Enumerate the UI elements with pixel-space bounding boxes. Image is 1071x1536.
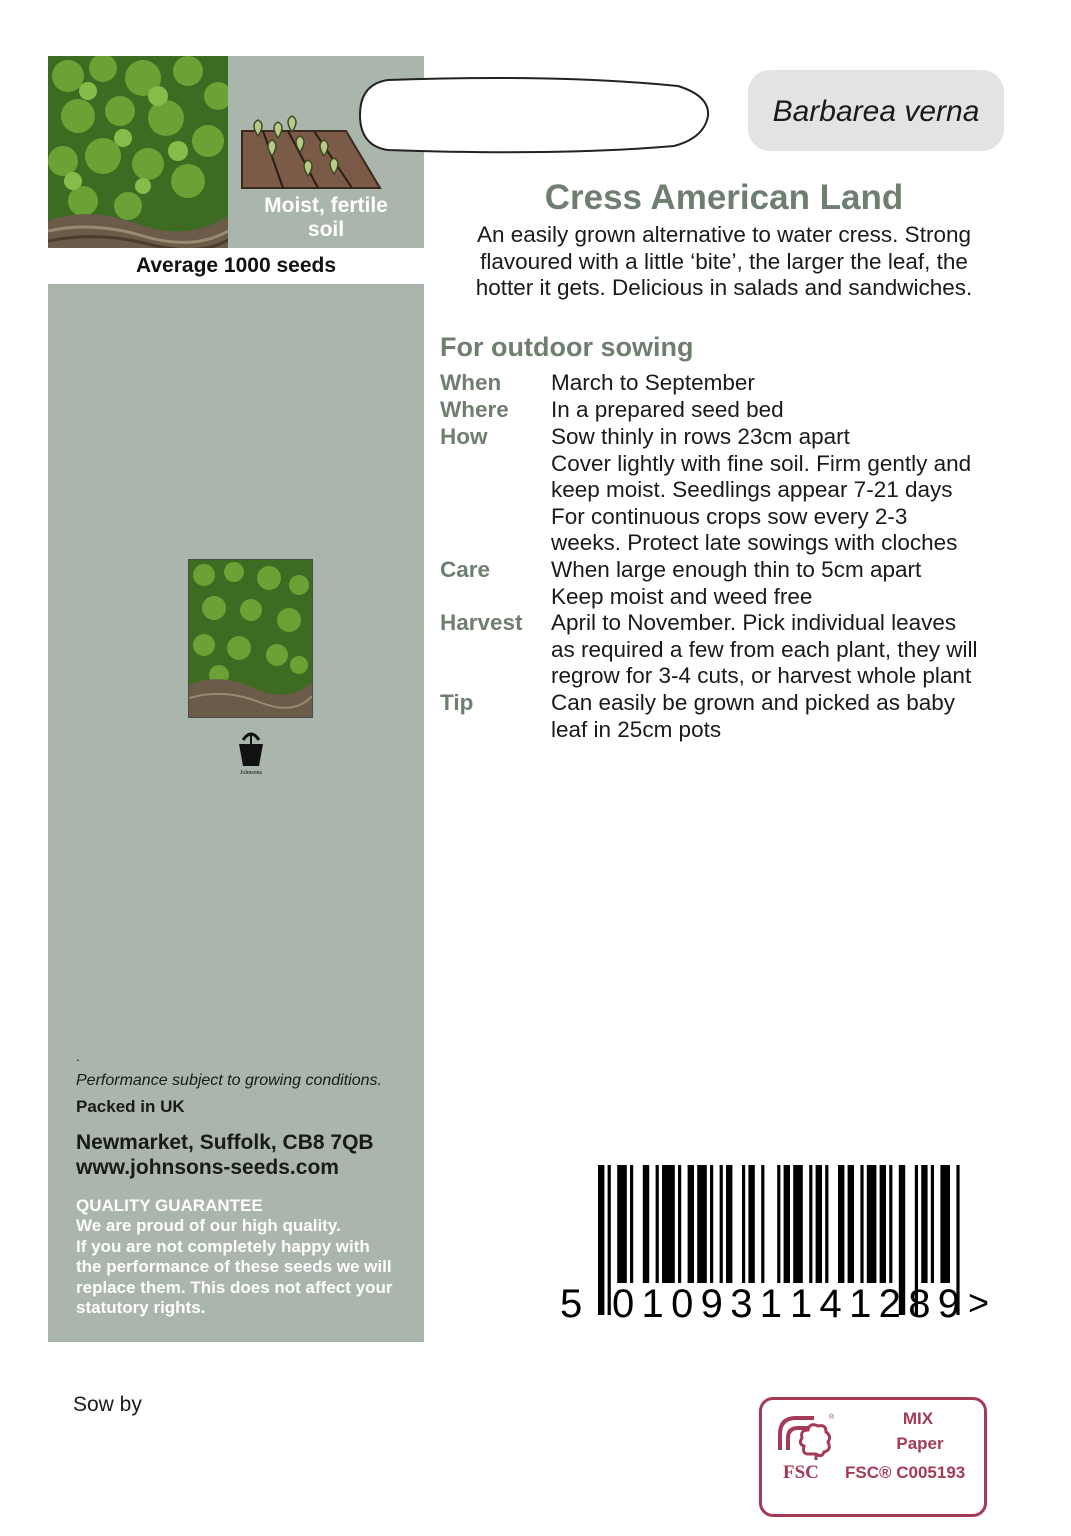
- barcode-bar: [860, 1165, 863, 1283]
- svg-text:Johnsons: Johnsons: [239, 770, 263, 776]
- how-text: Sow thinly in rows 23cm apart Cover lightly with fine soil. Firm gently and keep moist. Seedlings appear 7-21 days For continuous crops sow every 2-3 weeks. Protect late sowings with cloches: [551, 424, 972, 556]
- barcode-bar: [838, 1165, 844, 1283]
- tip-text: Can easily be grown and picked as baby leaf in 25cm pots: [551, 690, 956, 742]
- when-label: When: [440, 370, 502, 395]
- barcode-right-digits: 141289: [790, 1282, 960, 1325]
- barcode-bar: [880, 1165, 886, 1283]
- barcode-bar: [761, 1165, 764, 1283]
- packed-in-note: Packed in UK: [76, 1097, 185, 1116]
- separator-dot: .: [76, 1048, 80, 1064]
- barcode-bar: [748, 1165, 754, 1283]
- fsc-tree-icon: [774, 1410, 836, 1462]
- harvest-text: April to November. Pick individual leaves as required a few from each plant, they will regrow for 3-4 cuts, or harvest whole plant: [551, 610, 978, 689]
- latin-name: Barbarea verna: [772, 95, 980, 128]
- barcode-bar: [617, 1165, 627, 1283]
- svg-text:®: ®: [829, 1414, 835, 1421]
- barcode-bar: [678, 1165, 681, 1283]
- barcode-bar: [809, 1165, 812, 1283]
- barcode-bar: [630, 1165, 633, 1283]
- barcode-first-digit: 5: [560, 1282, 583, 1325]
- sow-by-label: Sow by: [73, 1393, 142, 1416]
- barcode-left-digits: 010931: [612, 1282, 782, 1325]
- barcode-end-mark: >: [968, 1282, 990, 1323]
- barcode-bar: [784, 1165, 790, 1283]
- fsc-paper-label: Paper: [896, 1434, 944, 1453]
- soil-condition-label: Moist, fertile soil: [264, 194, 388, 241]
- fsc-mix-label: MIX: [902, 1409, 934, 1428]
- sowing-heading: For outdoor sowing: [440, 332, 694, 362]
- guarantee-title: QUALITY GUARANTEE: [76, 1196, 263, 1215]
- cress-product-photo: [48, 56, 228, 248]
- barcode-bar: [656, 1165, 659, 1283]
- performance-note: Performance subject to growing conditions.: [76, 1072, 382, 1089]
- barcode-bar: [726, 1165, 732, 1283]
- product-title: Cress American Land: [544, 178, 904, 217]
- barcode-bar: [662, 1165, 675, 1283]
- when-text: March to September: [551, 370, 755, 395]
- barcode-bar: [940, 1165, 950, 1283]
- johnsons-logo-icon: [233, 730, 269, 776]
- barcode-bar: [867, 1165, 877, 1283]
- company-website: www.johnsons-seeds.com: [76, 1156, 339, 1179]
- guarantee-text: We are proud of our high quality. If you are not completely happy with the performance of these seeds we will replace them. This does not affect your statutory rights.: [76, 1216, 393, 1317]
- barcode-bar: [777, 1165, 780, 1283]
- barcode-bar: [598, 1165, 604, 1315]
- barcode-bar: [825, 1165, 828, 1283]
- tip-label: Tip: [440, 690, 474, 715]
- barcode-bar: [931, 1165, 934, 1283]
- cress-thumbnail-photo: [188, 559, 313, 718]
- barcode-bar: [697, 1165, 707, 1283]
- barcode-bar: [742, 1165, 745, 1283]
- care-label: Care: [440, 557, 491, 582]
- barcode-bar: [608, 1165, 611, 1315]
- how-label: How: [440, 424, 488, 449]
- barcode-bar: [720, 1165, 723, 1283]
- ean-barcode: [560, 1165, 990, 1325]
- harvest-label: Harvest: [440, 610, 523, 635]
- barcode-bar: [816, 1165, 822, 1283]
- barcode-bar: [921, 1165, 927, 1283]
- barcode-bar: [793, 1165, 803, 1283]
- barcode-bar: [643, 1165, 649, 1283]
- where-text: In a prepared seed bed: [551, 397, 784, 422]
- barcode-bar: [848, 1165, 854, 1283]
- where-label: Where: [440, 397, 509, 422]
- company-address: Newmarket, Suffolk, CB8 7QB: [76, 1131, 374, 1154]
- care-text: When large enough thin to 5cm apart Keep moist and weed free: [551, 557, 922, 609]
- barcode-bar: [688, 1165, 694, 1283]
- seed-count: Average 1000 seeds: [135, 254, 337, 277]
- fsc-license-code: FSC® C005193: [845, 1463, 966, 1482]
- hanger-tag-shape: [358, 76, 710, 154]
- barcode-bar: [889, 1165, 892, 1283]
- fsc-wordmark: FSC: [783, 1462, 819, 1483]
- barcode-bar: [710, 1165, 713, 1283]
- product-description: An easily grown alternative to water cress. Strong flavoured with a little ‘bite’, the larger the leaf, the hotter it gets. Delicious in salads and sandwiches.: [475, 222, 973, 300]
